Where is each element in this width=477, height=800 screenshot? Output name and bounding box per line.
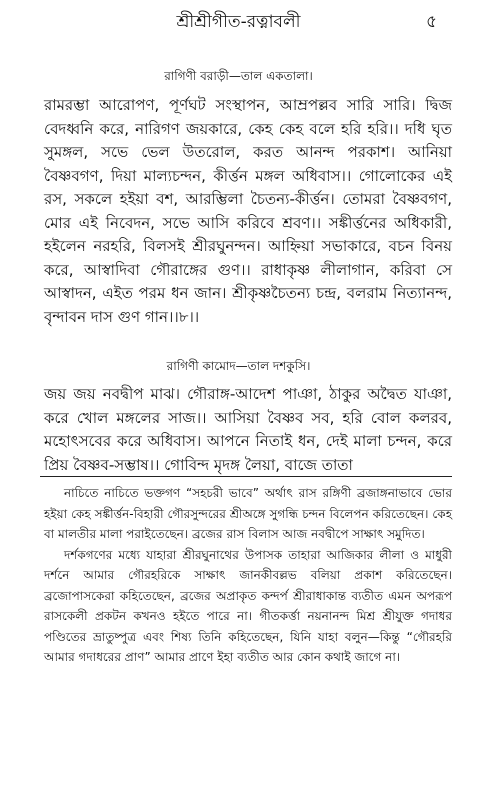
commentary <box>44 483 452 668</box>
raga-heading-2: রাগিণী কামোদ—তাল দশকুসি। <box>166 359 311 373</box>
commentary-paragraph-2: দর্শকগণের মধ্যে যাহারা শ্রীরঘুনাথের উপাসক তাহারা আজিকার লীলা ও মাধুরী দর্শনে আমার গৌরহরিকে সাক্ষাৎ জানকীবল্লভ বলিয়া প্রকাশ করিতেছেন। ব্রজোপাসকেরা কহিতেছেন, ব্রজের অপ্রাকৃত কন্দর্প শ্রীরাধাকান্ত ব্যতীত এমন অপরূপ রাসকেলী প্রকটন কখনও হইতে পারে না। গীতকর্ত্তা নয়নানন্দ মিশ্র শ্রীযুক্ত গদাধর পণ্ডিতের ভ্রাতুষ্পুত্র এবং শিষ্য তিনি কহিতেছেন, যিনি যাহা বলুন—কিন্তু “গৌরহরি আমার গদাধরের প্রাণ” আমার প্রাণে ইহা ব্যতীত আর কোন কথাই জাগে না। <box>44 547 452 664</box>
page-number: ৫ <box>425 12 437 32</box>
commentary-paragraph-1: নাচিতে নাচিতে ভক্তগণ “সহচরী ভাবে” অর্থাৎ রাস রঙ্গিণী ব্রজাঙ্গনাভাবে ভোর হইয়া কেহ সঙ্কীর্ত্তন-বিহারী গৌরসুন্দরের শ্রীঅঙ্গে সুগন্ধি চন্দন বিলেপন করিতেছেন। কেহ বা মালতীর মালা পরাইতেছেন। ব্রজের রাস বিলাস আজ নবদ্বীপে সাক্ষাৎ সমুদিত। <box>44 486 452 541</box>
raga-heading-1: রাগিণী বরাড়ী—তাল একতালা। <box>164 69 313 83</box>
footnote-divider <box>40 476 452 477</box>
page-title: শ্রীশ্রীগীত-রত্নাবলী <box>176 12 301 32</box>
song-verse-2: জয় জয় নবদ্বীপ মাঝ। গৌরাঙ্গ-আদেশ পাঞা, ঠাকুর অদ্বৈত যাঞা, করে খোল মঙ্গলের সাজ।। আসিয়া বৈষ্ণব সব, হরি বোল কলরব, মহোৎসবের করে অধিবাস। আপনে নিতাই ধন, দেই মালা চন্দন, করে প্রিয় বৈষ্ণব-সম্ভাষ।। গোবিন্দ মৃদঙ্গ লৈয়া, বাজে তাতা <box>44 385 452 474</box>
song-verse-1: রামরম্ভা আরোপণ, পূর্ণঘট সংস্থাপন, আম্রপল্লব সারি সারি। দ্বিজ বেদধ্বনি করে, নারিগণ জয়কারে, কেহ কেহ বলে হরি হরি।। দধি ঘৃত সুমঙ্গল, সভে ভেল উতরোল, করত আনন্দ পরকাশ। আনিয়া বৈষ্ণবগণ, দিয়া মাল্যচন্দন, কীর্ত্তন মঙ্গল অধিবাস।। গোলোকের এই রস, সকলে হইয়া বশ, আরম্ভিলা চৈতন্য-কীর্ত্তন। তোমরা বৈষ্ণবগণ, মোর এই নিবেদন, সভে আসি করিবে শ্রবণ।। সঙ্কীর্ত্তনের অধিকারী, হইলেন নরহরি, বিলসই শ্রীরঘুনন্দন। আহ্নিয়া সভাকারে, বচন বিনয় করে, আস্বাদিবা গৌরাঙ্গের গুণ।। রাধাকৃষ্ণ লীলাগান, করিবা সে আস্বাদন, এইত পরম ধন জান। শ্রীকৃষ্ণচৈতন্য চন্দ্র, বলরাম নিত্যানন্দ, বৃন্দাবন দাস গুণ গান।।৮।। <box>44 96 452 326</box>
